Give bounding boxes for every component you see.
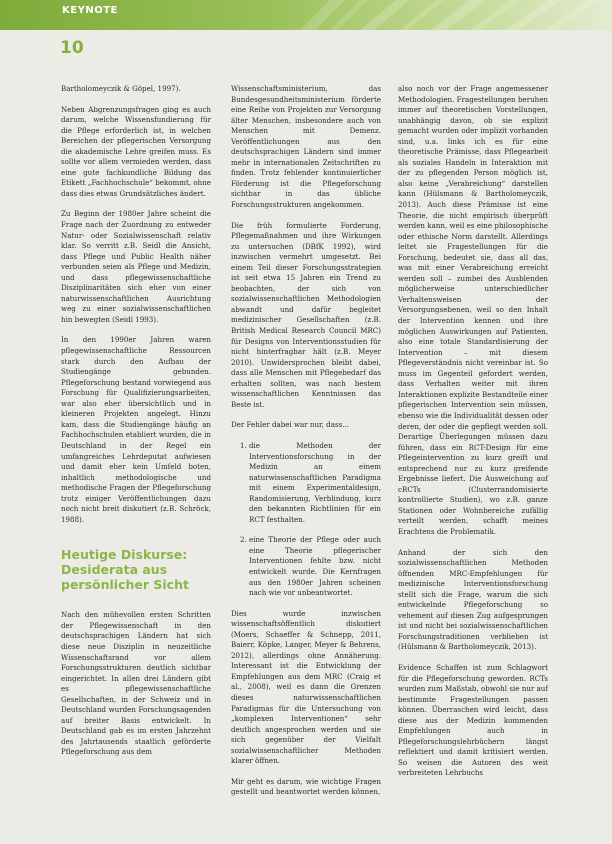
paragraph: Neben Abgrenzungsfragen ging es auch darum, welche Wissensfundierung für die Pflege erforderlich ist, in welchen Bereichen der pflegerischen Versorgung die akademische Lehre greifen muss. Es sollte vor allem vermieden werden, dass eine gute fachkundliche Bildung das Etikett „Fachhochschule“ bekommt, ohne dass dies etwas Grundsätzliches ändert. — [61, 104, 211, 198]
paragraph: also noch vor der Frage angemessener Methodologien. Fragestellungen beruhen immer auf theoretischen Vorstellungen, unabhängig davon, ob sie explizit gemacht wurden oder implizit vorhanden sind, u.a. links ich es für eine theoretische Prämisse, dass Pflegearbeit als soziales Handeln in Interaktion mit der zu pflegenden Person möglich ist, also keine „Verabreichung“ darstellen kann (Hülsmann & Bartholomeyczik, 2013). Auch diese Prämisse ist eine Theorie, die nicht empirisch überprüft werden kann, weil es eine philosophische oder ethische Norm darstellt. Allerdings leitet sie Fragestellungen für die Forschung, bedeutet sie, dass all das, was mit einer Verabreichung erreicht werden soll – zumbei des Ausblenden möglicherweise unterschiedlicher Verhaltensweisen der Versorgungsebenen, weil so den Inhalt der Intervention kennen und ihre möglichen Auswirkungen auf Patienten, also eine totale Standardisierung der Intervention – mit diesem Pflegeverständnis nicht vereinbar ist. So muss im Gegenteil gefordert werden, dass Verhalten weiter mit ihren Interaktionen explizite Bestandteile einer pflegerischen Intervention sein müssen, ebenso wie die Individualität dessen oder deren, der oder die gepflegt werden soll. Derartige Überlegungen müssen dazu führen, dass ein RCT-Design für eine Pflegeintervention zu kurz greift und entsprechend nur zu kurz greifende Ergebnisse liefert. Die Ausweichung auf cRCTs (Clusterrandomisierte kontrollierte Studien), wo z.B. ganze Stationen oder Wohnbereiche zufällig verteilt werden, schafft meines Erachtens die Problematik. — [398, 84, 548, 536]
text-column-1 — [61, 84, 211, 758]
list-item: 2. eine Theorie der Pflege oder auch eine Theorie pflegerischer Interventionen fehlte bzw. nicht entwickelt wurde. Die Kernfragen aus den 1980er Jahren scheinen nach wie vor unbeantwortet. — [249, 535, 381, 598]
paragraph: Mir geht es darum, wie wichtige Fragen gestellt und beantwortet werden können, — [231, 776, 381, 797]
paragraph: Wissenschaftsministerium, das Bundesgesundheitsministerium förderte eine Reihe von Projekten zur Versorgung älter Menschen, insbesondere auch von Menschen mit Demenz. Veröffentlichungen aus den deutschsprachigen Ländern sind immer mehr in internationalen Zeitschriften zu finden. Trotz fehlender kontinuierlicher Förderung ist die Pflegeforschung sichtbar in das übliche Forschungsstrukturen angekommen. — [231, 84, 381, 210]
section-label: KEYNOTE — [62, 5, 118, 16]
numbered-list — [231, 441, 381, 599]
text-column-3 — [398, 84, 548, 779]
text-column-2 — [231, 84, 381, 798]
page-number: 10 — [60, 38, 84, 58]
paragraph: Zu Beginn der 1980er Jahre scheint die Frage nach der Zuordnung zu entweder Natur- oder Sozialwissenschaft relativ klar. So verritt z.B. Seidl die Ansicht, dass Pflege und Public Health näher verbunden seien als Pflege und Medizin, und dass pflegewissenschaftliche Disziplinaritäten sich eher von einer naturwissenschaftlichen Ausrichtung weg zu einer sozialwissenschaftlichen hin bewegten (Seidl 1993). — [61, 209, 211, 324]
paragraph: Die früh formulierte Forderung, Pflegemaßnahmen und ihre Wirkungen zu untersuchen (DBfK 1992), wird inzwischen vermehrt umgesetzt. Bei einem Teil dieser Forschungsstrategien ist seit etwa 15 Jahren ein Trend zu beobachten, der sich von sozialwissenschaftlichen Methodologien abwandt und dafür begleitet medizinischer Gesellschaften (z.B. British Medical Research Council MRC) für Designs von Interventionsstudien für nicht hinterfragbar hält (z.B. Meyer 2010). Unwidersprochen bleibt dabei, dass alle Menschen mit Pflegebedarf das erhalten sollten, was nach bestem wissenschaftlichen Kenntnissen das Beste ist. — [231, 220, 381, 409]
paragraph: Evidence Schaffen ist zum Schlagwort für die Pflegeforschung geworden. RCTs wurden zum Maßstab, obwohl sie nur auf bestimmte Fragestellungen passen können. Überraschen wird leicht, dass diese aus der Medizin kommenden Empfehlungen auch in Pflegeforschungslehrbüchern längst reflektiert und damit kritisiert werden. So weisen die Autoren des weit verbreiteten Lehrbuchs — [398, 662, 548, 778]
paragraph: Nach den mühevollen ersten Schritten der Pflegewissenschaft in den deutschsprachigen Ländern hat sich diese neue Disziplin in neuzeitliche Wissenschaftsrand vor allem Forschungsstrukturen deutlich sichtbar eingerichtet. In allen drei Ländern gibt es pflegewissenschaftliche Gesellschaften, in der Schweiz und in Deutschland wurden Forschungsagenden auf breiter Basis entwickelt. In Deutschland gab es im ersten Jahrzehnt des Jahrtausends staatlich geförderte Pflegeforschung aus dem — [61, 610, 211, 757]
paragraph: Anhand der sich den sozialwissenschaftlichen Methoden öffnenden MRC-Empfehlungen für medizinische Interventionsforschung stellt sich die Frage, warum die sich entwickelnde Pflegeforschung so vehement auf diesen Zug aufgesprungen ist und nicht bei sozialwissenschaftlichen Forschungstraditionen verblieben ist (Hülsmann & Bartholomeyczik, 2013). — [398, 547, 548, 652]
paragraph: Der Fehler dabei war nur, dass... — [231, 420, 349, 430]
list-item: 1. die Methoden der Interventionsforschung in der Medizin an einem naturwissenschaftlichen Paradigma mit einem Experimentaldesign, Randomisierung, Verblindung, kurz den bekannten Richtlinien für ein RCT festhalten. — [249, 441, 381, 525]
paragraph: In den 1990er Jahren waren pflegewissenschaftliche Ressourcen stark durch den Aufbau der Studiengänge gebunden. Pflegeforschung bestand vorwiegend aus Forschung für Qualifizierungsarbeiten, war also eher übersichtlich und in kleineren Projekten angelegt. Hinzu kam, dass die Studiengänge häufig an Fachhochschulen etabliert wurden, die in Deutschland in der Regel ein umfangreiches Lehrdeputat aufwiesen und damit eher kein Umfeld boten, inhaltlich methodologische und methodische Fragen der Pflegeforschung trotz einiger Veröffentlichungen dazu noch nicht breit diskutiert (z.B. Schröck, 1988). — [61, 335, 211, 524]
paragraph: Bartholomeyczik & Göpel, 1997). — [61, 84, 181, 93]
paragraph: Dies wurde inzwischen wissenschaftsöffentlich diskutiert (Moers, Schaeffer & Schnepp, 2011, Baierr, Köpke, Langer, Meyer & Behrens, 2012), allerdings ohne Annäherung. Interessant ist die Entwicklung der Empfehlungen aus dem MRC (Craig et al., 2008), weil es dann die Grenzen dieses naturwissenschaftlichen Paradigmas für die Untersuchung von „komplexen Interventionen“ sehr deutlich angesprochen werden und sie sich gegenüber der Vielfalt sozialwissenschaftlicher Methoden klarer öffnen. — [231, 608, 381, 766]
section-subheading: Heutige Diskurse: Desiderata aus persönlicher Sicht — [61, 547, 189, 593]
